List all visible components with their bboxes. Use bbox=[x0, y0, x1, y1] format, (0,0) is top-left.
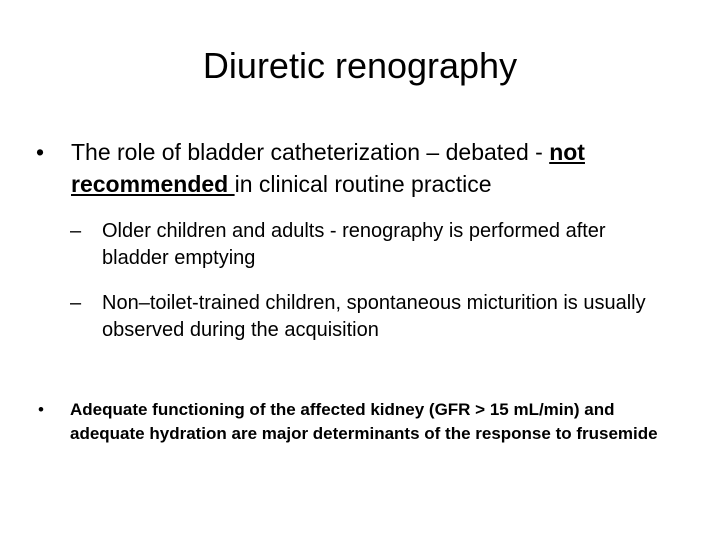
bullet-text bbox=[71, 136, 696, 200]
bullet-text: Adequate functioning of the affected kidney (GFR > 15 mL/min) and adequate hydration are major determinants of the response to frusemide bbox=[70, 400, 658, 443]
bullet-adequate-functioning bbox=[38, 398, 688, 446]
bullet-text-before: The role of bladder catheterization – debated - bbox=[71, 139, 550, 165]
bullet-emphasis: not recommended bbox=[71, 139, 585, 197]
bullet-marker: • bbox=[36, 139, 45, 165]
sub-bullet-marker: – bbox=[70, 292, 82, 314]
bullet-text-after: in clinical routine practice bbox=[234, 171, 492, 197]
sub-bullet-text: Older children and adults - renography is performed after bladder emptying bbox=[102, 220, 606, 269]
bullet-marker: • bbox=[38, 400, 44, 419]
bullet-bladder-catheterization bbox=[36, 136, 696, 200]
sub-bullet-text: Non–toilet-trained children, spontaneous micturition is usually observed during the acquisition bbox=[102, 292, 646, 341]
slide-title: Diuretic renography bbox=[202, 45, 518, 86]
sub-bullet-non-toilet-trained bbox=[70, 290, 670, 344]
sub-bullet-older-children bbox=[70, 218, 670, 272]
sub-bullet-marker: – bbox=[70, 220, 82, 242]
